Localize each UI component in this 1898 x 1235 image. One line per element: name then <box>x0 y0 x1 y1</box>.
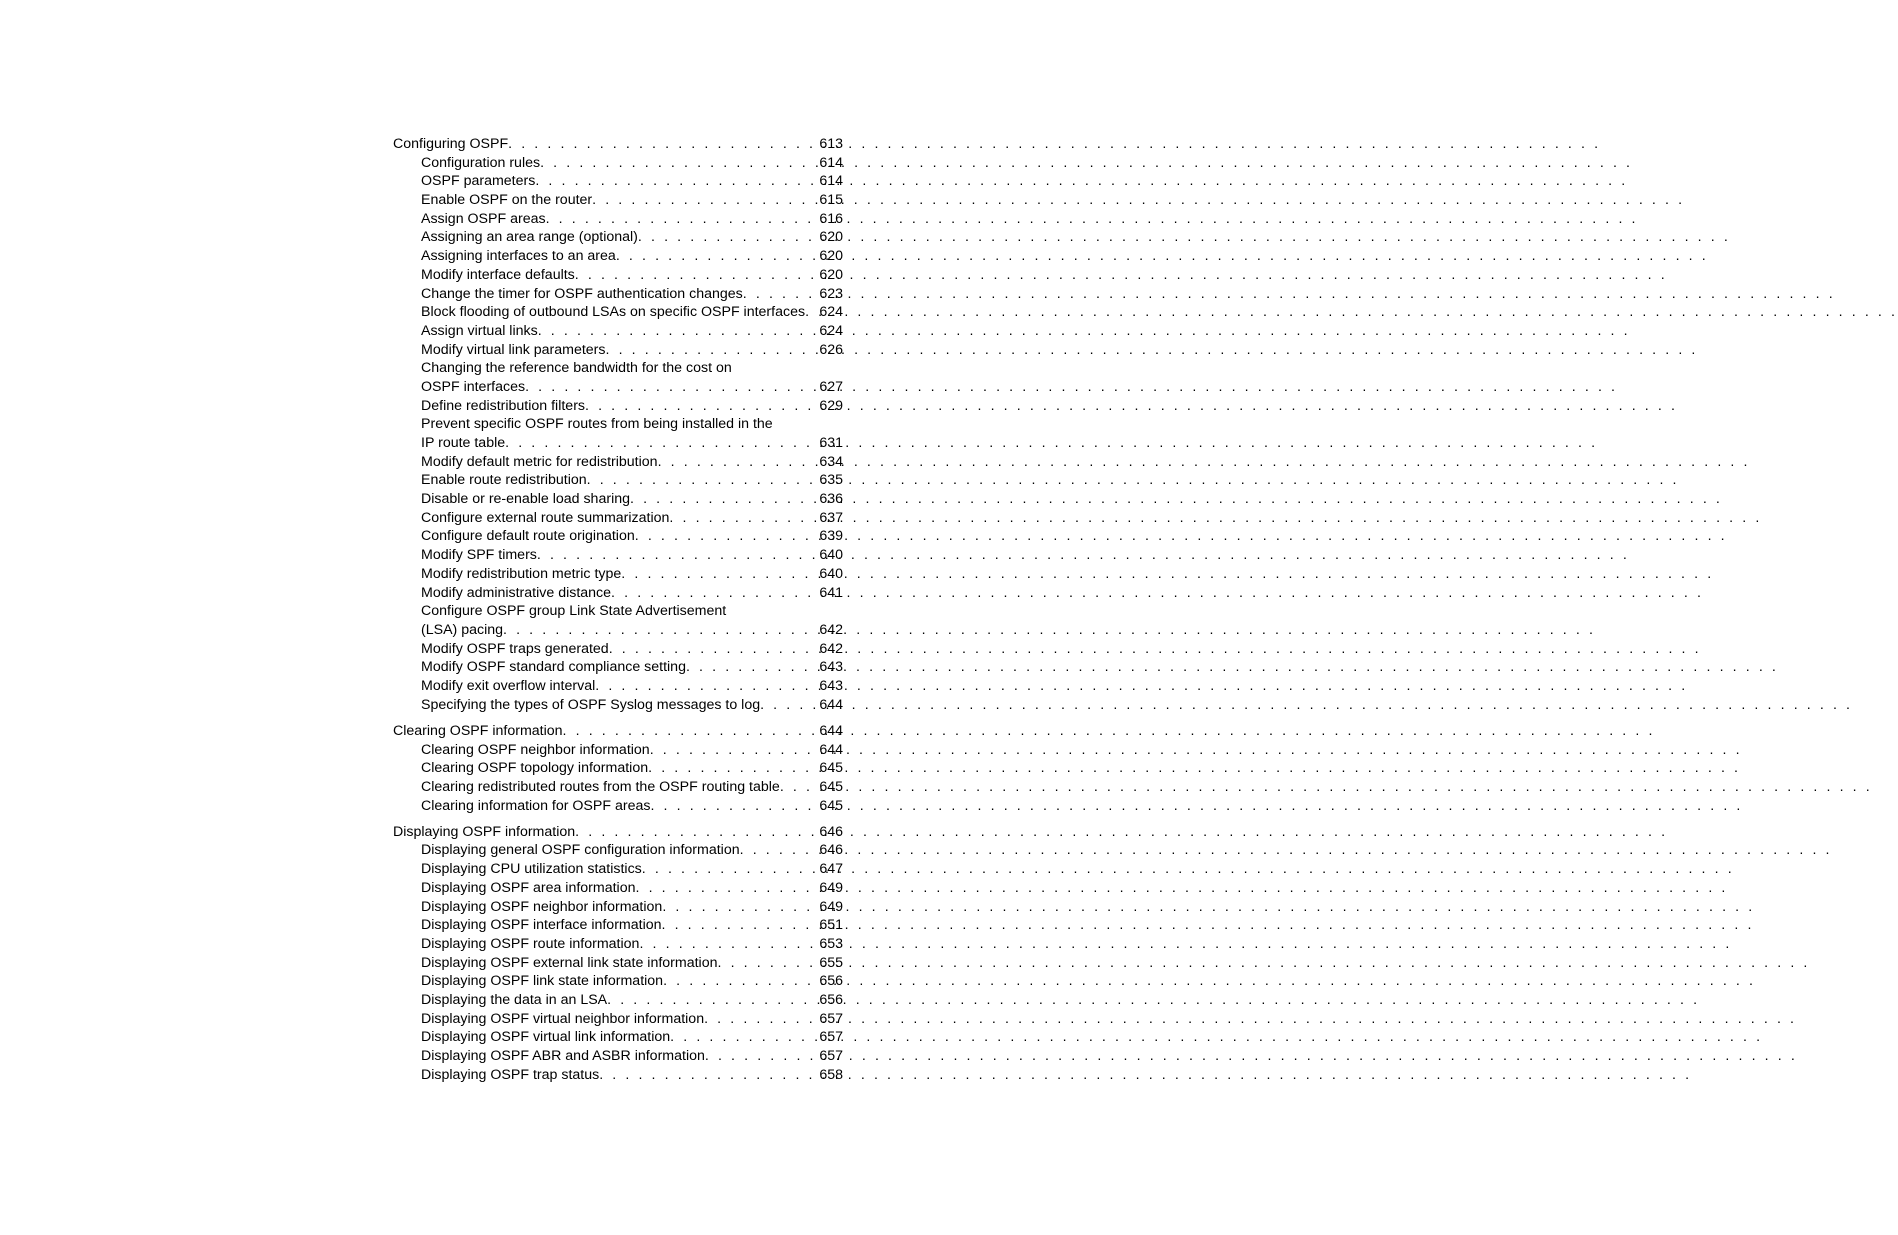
dot-leader <box>563 722 820 741</box>
toc-entry-title: Modify default metric for redistribution <box>421 453 658 470</box>
toc-entry[interactable] <box>393 453 843 472</box>
toc-entry-title: Change the timer for OSPF authentication changes <box>421 285 743 302</box>
toc-entry-title: Clearing OSPF neighbor information <box>421 741 650 758</box>
toc-entry[interactable] <box>393 778 843 797</box>
page-number: 649 <box>819 898 843 915</box>
toc-entry-title: Modify redistribution metric type <box>421 565 622 582</box>
page-number: 644 <box>819 741 843 758</box>
dot-leader <box>606 341 820 360</box>
page-number: 627 <box>819 378 843 395</box>
toc-section <box>393 135 843 714</box>
toc-entry[interactable] <box>393 621 843 640</box>
toc-entry[interactable] <box>393 972 843 991</box>
dot-leader <box>805 303 819 322</box>
toc-entry-title: Displaying OSPF area information <box>421 879 636 896</box>
dot-leader <box>595 677 819 696</box>
page-number: 641 <box>819 584 843 601</box>
page-number: 631 <box>819 435 843 451</box>
toc-entry[interactable] <box>393 1028 843 1047</box>
toc-entry[interactable] <box>393 584 843 603</box>
toc-entry[interactable] <box>393 210 843 229</box>
page-number: 629 <box>819 397 843 414</box>
dot-leader <box>743 285 820 304</box>
page-number: 657 <box>819 1029 843 1046</box>
toc-section <box>393 823 843 1085</box>
page-number: 646 <box>819 823 843 840</box>
toc-entry-title: Displaying the data in an LSA <box>421 991 608 1008</box>
dot-leader <box>508 135 819 154</box>
dot-leader <box>650 797 819 816</box>
toc-section <box>393 722 843 815</box>
toc-entry-title: Displaying OSPF route information <box>421 935 640 952</box>
toc-entry[interactable] <box>393 640 843 659</box>
toc-entry-title: Configuration rules <box>421 154 541 171</box>
page-number: 658 <box>819 1066 843 1083</box>
toc-entry[interactable] <box>393 546 843 565</box>
toc-entry[interactable] <box>393 527 843 546</box>
dot-leader <box>503 621 819 640</box>
toc-entry[interactable] <box>393 879 843 898</box>
toc-entry[interactable] <box>393 303 843 322</box>
toc-entry-title: OSPF interfaces <box>421 378 526 395</box>
toc-entry-title: Enable OSPF on the router <box>421 192 593 209</box>
toc-entry-title: Displaying OSPF ABR and ASBR information <box>421 1048 705 1064</box>
table-of-contents <box>393 135 843 1084</box>
dot-leader <box>662 898 819 917</box>
page-number: 634 <box>819 453 843 470</box>
dot-leader <box>658 453 820 472</box>
toc-entry-title: Configure OSPF group Link State Advertisement <box>421 603 727 620</box>
dot-leader <box>537 546 819 565</box>
dot-leader <box>535 172 819 191</box>
dot-leader <box>621 565 819 584</box>
toc-entry-title: Define redistribution filters <box>421 397 586 414</box>
dot-leader <box>642 860 820 879</box>
toc-entry-title: OSPF parameters <box>421 173 536 190</box>
toc-entry-title: Clearing OSPF information <box>393 722 563 739</box>
toc-entry-title: Enable route redistribution <box>421 472 587 489</box>
dot-leader <box>686 658 819 677</box>
page-number: 624 <box>819 304 843 321</box>
dot-leader <box>670 1028 819 1047</box>
toc-entry[interactable] <box>393 397 843 416</box>
page-number: 624 <box>819 322 843 339</box>
dot-leader <box>540 154 819 173</box>
page-number: 620 <box>819 266 843 283</box>
page-number: 614 <box>819 154 843 171</box>
page-number: 615 <box>819 192 843 209</box>
toc-entry-title: Displaying general OSPF configuration information <box>421 842 740 859</box>
dot-leader <box>780 778 820 797</box>
toc-entry[interactable] <box>393 841 843 860</box>
page-number: 639 <box>819 528 843 545</box>
dot-leader <box>635 527 820 546</box>
toc-entry-title: Assign OSPF areas <box>421 210 546 227</box>
dot-leader <box>740 841 820 860</box>
toc-entry[interactable] <box>393 490 843 509</box>
dot-leader <box>538 322 820 341</box>
toc-entry[interactable] <box>393 322 843 341</box>
toc-entry[interactable] <box>393 1047 843 1066</box>
page-number: 656 <box>819 973 843 990</box>
toc-entry-title: Clearing OSPF topology information <box>421 760 649 777</box>
toc-section-heading[interactable] <box>393 823 843 842</box>
dot-leader <box>616 247 820 266</box>
toc-entry[interactable] <box>393 434 843 453</box>
toc-entry[interactable] <box>393 935 843 954</box>
dot-leader <box>639 935 819 954</box>
dot-leader <box>635 879 819 898</box>
toc-entry-title: Displaying OSPF link state information <box>421 973 664 990</box>
toc-entry-title: Displaying OSPF neighbor information <box>421 898 663 915</box>
toc-entry-title: Assigning an area range (optional) <box>421 229 638 246</box>
page-number: 657 <box>819 1048 843 1064</box>
toc-entry[interactable] <box>393 696 843 715</box>
dot-leader <box>648 759 819 778</box>
toc-entry-title: (LSA) pacing <box>421 621 504 638</box>
toc-entry[interactable] <box>393 378 843 397</box>
page-number: 626 <box>819 341 843 358</box>
page-number: 645 <box>819 760 843 777</box>
toc-entry-title: Assign virtual links <box>421 322 538 339</box>
page-number: 642 <box>819 621 843 638</box>
dot-leader <box>705 1047 819 1066</box>
toc-entry[interactable] <box>393 509 843 528</box>
toc-entry[interactable] <box>393 1010 843 1029</box>
dot-leader <box>587 471 820 490</box>
toc-entry[interactable] <box>393 759 843 778</box>
page-number: 614 <box>819 173 843 190</box>
dot-leader <box>704 1010 819 1029</box>
toc-entry-title: Displaying OSPF external link state information <box>421 954 718 971</box>
toc-entry-title: Displaying OSPF virtual neighbor information <box>421 1010 705 1027</box>
page-number: 620 <box>819 229 843 246</box>
toc-entry-title: Modify virtual link parameters <box>421 341 606 358</box>
toc-entry[interactable] <box>393 266 843 285</box>
dot-leader <box>525 378 819 397</box>
toc-entry[interactable] <box>393 860 843 879</box>
page-number: 656 <box>819 991 843 1008</box>
page-number: 644 <box>819 696 843 713</box>
toc-entry[interactable] <box>393 898 843 917</box>
toc-entry-wrapped-line[interactable] <box>393 415 843 434</box>
toc-entry-title: Configure external route summarization <box>421 509 670 526</box>
toc-entry-title: Clearing redistributed routes from the OSPF routing table <box>421 778 780 795</box>
dot-leader <box>669 509 819 528</box>
dot-leader <box>505 434 819 453</box>
toc-entry-wrapped-line[interactable] <box>393 359 843 378</box>
toc-entry-title: Displaying OSPF interface information <box>421 917 662 934</box>
dot-leader <box>663 972 819 991</box>
dot-leader <box>592 191 819 210</box>
toc-entry[interactable] <box>393 677 843 696</box>
page-number: 623 <box>819 285 843 302</box>
dot-leader <box>609 640 820 659</box>
toc-entry[interactable] <box>393 285 843 304</box>
toc-entry-title: Block flooding of outbound LSAs on specific OSPF interfaces <box>421 304 806 321</box>
toc-entry-title: Displaying OSPF information <box>393 823 576 840</box>
page-number: 653 <box>819 935 843 952</box>
page-number: 643 <box>819 677 843 694</box>
toc-entry-title: Displaying CPU utilization statistics <box>421 861 642 878</box>
page-number: 657 <box>819 1010 843 1027</box>
toc-entry-title: Configure default route origination <box>421 528 635 545</box>
page-number: 616 <box>819 210 843 227</box>
toc-entry-title: Assigning interfaces to an area <box>421 248 616 265</box>
page-number: 642 <box>819 640 843 657</box>
dot-leader <box>650 741 820 760</box>
page-number: 636 <box>819 491 843 508</box>
toc-entry[interactable] <box>393 741 843 760</box>
dot-leader <box>630 490 819 509</box>
toc-entry[interactable] <box>393 916 843 935</box>
toc-entry-title: Configuring OSPF <box>393 136 509 152</box>
toc-entry-title: Modify SPF timers <box>421 547 537 564</box>
toc-entry-title: Modify interface defaults <box>421 266 575 283</box>
toc-entry-title: Modify OSPF traps generated <box>421 640 609 657</box>
page-number: 644 <box>819 722 843 739</box>
toc-entry-title: Specifying the types of OSPF Syslog messages to log <box>421 696 761 713</box>
toc-entry[interactable] <box>393 991 843 1010</box>
toc-entry[interactable] <box>393 154 843 173</box>
dot-leader <box>599 1066 819 1085</box>
toc-entry[interactable] <box>393 658 843 677</box>
page-number: 655 <box>819 954 843 971</box>
page-number: 645 <box>819 797 843 814</box>
page-number: 651 <box>819 917 843 934</box>
dot-leader <box>575 823 819 842</box>
dot-leader <box>575 266 820 285</box>
toc-entry[interactable] <box>393 341 843 360</box>
toc-entry-title: Prevent specific OSPF routes from being installed in the <box>421 416 773 433</box>
page-number: 647 <box>819 861 843 878</box>
dot-leader <box>607 991 819 1010</box>
page-number: 643 <box>819 659 843 676</box>
toc-entry-title: Modify OSPF standard compliance setting <box>421 659 686 676</box>
toc-section-heading[interactable] <box>393 722 843 741</box>
toc-entry[interactable] <box>393 191 843 210</box>
toc-entry[interactable] <box>393 565 843 584</box>
toc-entry-title: Clearing information for OSPF areas <box>421 797 651 814</box>
toc-entry-title: Modify administrative distance <box>421 584 612 601</box>
toc-entry[interactable] <box>393 172 843 191</box>
toc-entry-title: Changing the reference bandwidth for the cost on <box>421 360 732 377</box>
toc-entry-title: Displaying OSPF trap status <box>421 1066 600 1083</box>
toc-entry-wrapped-line[interactable] <box>393 602 843 621</box>
toc-entry[interactable] <box>393 247 843 266</box>
page-number: 620 <box>819 248 843 265</box>
toc-entry[interactable] <box>393 797 843 816</box>
dot-leader <box>546 210 820 229</box>
dot-leader <box>585 397 819 416</box>
dot-leader <box>760 696 819 715</box>
dot-leader <box>638 228 819 247</box>
page-number: 640 <box>819 547 843 564</box>
toc-entry-title: Displaying OSPF virtual link information <box>421 1029 671 1046</box>
toc-entry-title: Modify exit overflow interval <box>421 677 596 694</box>
toc-entry[interactable] <box>393 1066 843 1085</box>
toc-entry-title: Disable or re-enable load sharing <box>421 491 630 508</box>
dot-leader <box>611 584 819 603</box>
dot-leader <box>662 916 820 935</box>
toc-entry[interactable] <box>393 228 843 247</box>
page-number: 640 <box>819 565 843 582</box>
page-number: 613 <box>819 136 843 152</box>
page-number: 645 <box>819 778 843 795</box>
toc-entry-title: IP route table <box>421 435 506 451</box>
page-number: 635 <box>819 472 843 489</box>
toc-entry[interactable] <box>393 954 843 973</box>
page-number: 649 <box>819 879 843 896</box>
dot-leader <box>718 954 820 973</box>
page-number: 637 <box>819 509 843 526</box>
toc-entry[interactable] <box>393 471 843 490</box>
toc-section-heading[interactable] <box>393 135 843 154</box>
page-number: 646 <box>819 842 843 859</box>
